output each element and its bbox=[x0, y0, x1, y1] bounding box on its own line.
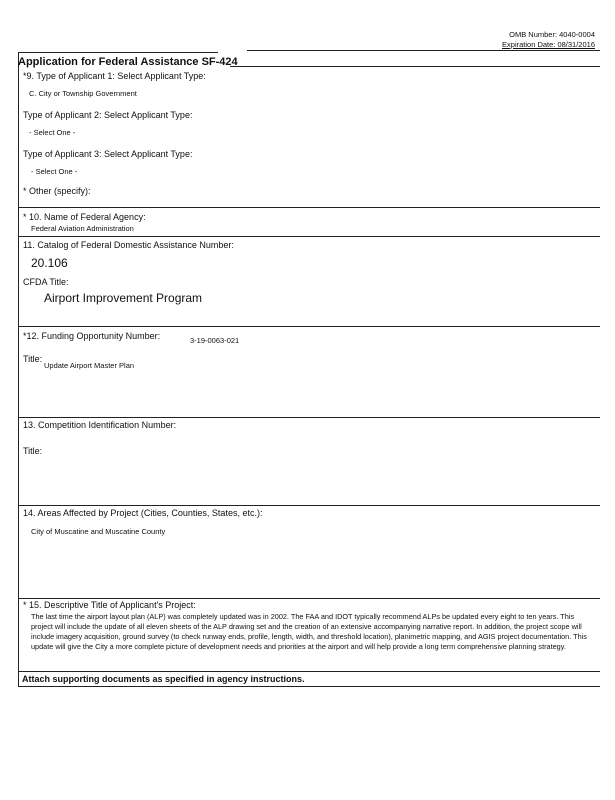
divider bbox=[18, 236, 600, 237]
applicant-type1-label: *9. Type of Applicant 1: Select Applicant Type: bbox=[23, 71, 206, 81]
applicant-type2-select[interactable]: - Select One - bbox=[29, 128, 76, 137]
funding-title-label: Title: bbox=[23, 354, 43, 364]
form-title: Application for Federal Assistance SF-424 bbox=[18, 56, 238, 68]
funding-number: 3-19-0063-021 bbox=[190, 336, 240, 345]
divider bbox=[247, 50, 600, 51]
cfda-title-label: CFDA Title: bbox=[23, 277, 69, 287]
applicant-type1-select[interactable]: C. City or Township Government bbox=[29, 89, 137, 98]
attach-note: Attach supporting documents as specified in agency instructions. bbox=[22, 674, 305, 684]
cfda-label: 11. Catalog of Federal Domestic Assistance Number: bbox=[23, 240, 234, 250]
applicant-type2-label: Type of Applicant 2: Select Applicant Type: bbox=[23, 110, 193, 120]
competition-label: 13. Competition Identification Number: bbox=[23, 420, 177, 430]
funding-label: *12. Funding Opportunity Number: bbox=[23, 331, 161, 341]
divider bbox=[18, 207, 600, 208]
divider bbox=[18, 326, 600, 327]
omb-number: OMB Number: 4040-0004 bbox=[509, 30, 595, 39]
form-left-border bbox=[18, 52, 19, 686]
other-specify-label: * Other (specify): bbox=[23, 186, 91, 196]
cfda-number: 20.106 bbox=[31, 256, 68, 270]
divider bbox=[18, 505, 600, 506]
divider bbox=[18, 52, 218, 53]
project-title-label: * 15. Descriptive Title of Applicant's Project: bbox=[23, 600, 196, 610]
divider bbox=[230, 66, 600, 67]
competition-title-label: Title: bbox=[23, 446, 43, 456]
divider bbox=[18, 417, 600, 418]
applicant-type3-select[interactable]: - Select One - bbox=[31, 167, 78, 176]
divider bbox=[18, 598, 600, 599]
divider bbox=[18, 686, 600, 687]
areas-value: City of Muscatine and Muscatine County bbox=[31, 527, 166, 536]
agency-label: * 10. Name of Federal Agency: bbox=[23, 212, 146, 222]
project-description: The last time the airport layout plan (ALP) was completely updated was in 2002. The FAA and IDOT typically recommend ALPs be updated every eight to ten years. This project will include the update of all eleven sheets of the ALP drawing set and the creation of an extensive accompanying narrative report. In addition, the project scope will include imagery acquisition, ground survey (to check runway ends, profile, length, width, and threshold location), planimetric mapping, and AGIS project documentation. This update will give the City a more complete picture of development needs and priorities at the airport and will help provide a long term comprehensive planning strategy. bbox=[31, 612, 587, 651]
cfda-title: Airport Improvement Program bbox=[44, 291, 203, 305]
applicant-type3-label: Type of Applicant 3: Select Applicant Type: bbox=[23, 149, 193, 159]
funding-title: Update Airport Master Plan bbox=[44, 361, 135, 370]
expiration-date: Expiration Date: 08/31/2016 bbox=[502, 40, 595, 49]
divider bbox=[18, 671, 600, 672]
areas-label: 14. Areas Affected by Project (Cities, Counties, States, etc.): bbox=[23, 508, 263, 518]
agency-value: Federal Aviation Administration bbox=[31, 224, 134, 233]
